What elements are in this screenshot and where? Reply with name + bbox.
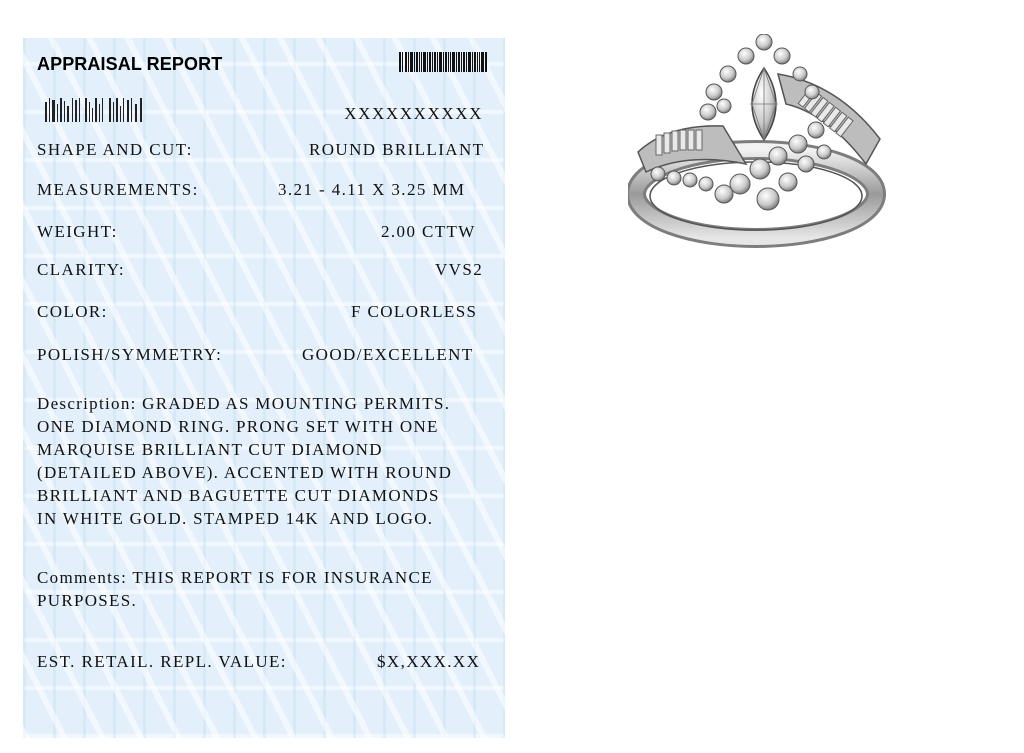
- field-label: MEASUREMENTS:: [37, 180, 199, 199]
- field-row-polish-symmetry: [37, 345, 474, 365]
- description-text: Description: GRADED AS MOUNTING PERMITS. ONE DIAMOND RING. PRONG SET WITH ONE MARQUISE BRILLIANT CUT DIAMOND (DETAILED ABOVE). ACCENTED WITH ROUND BRILLIANT AND BAGUETTE CUT DIAMONDS IN WHITE GOLD. STAMPED 14K AND LOGO.: [37, 394, 453, 528]
- field-value: ROUND BRILLIANT: [309, 140, 485, 159]
- report-title: APPRAISAL REPORT: [37, 54, 223, 74]
- estimated-value-row: [37, 652, 481, 672]
- field-row-shape-cut: [37, 140, 485, 160]
- field-value: F COLORLESS: [351, 302, 478, 321]
- serial-barcode-icon: [45, 98, 143, 124]
- field-row-weight: [37, 222, 476, 242]
- field-value: 3.21 - 4.11 X 3.25 MM: [278, 180, 466, 199]
- barcode-icon: [399, 52, 487, 72]
- diamond-ring-image: [628, 34, 890, 254]
- estimated-value-amount: $X,XXX.XX: [377, 652, 481, 671]
- field-value: GOOD/EXCELLENT: [302, 345, 474, 364]
- field-label: CLARITY:: [37, 260, 126, 279]
- field-label: POLISH/SYMMETRY:: [37, 345, 223, 364]
- report-number: XXXXXXXXXX: [344, 104, 483, 123]
- field-label: COLOR:: [37, 302, 108, 321]
- field-value: VVS2: [435, 260, 484, 279]
- field-value: 2.00 CTTW: [381, 222, 476, 241]
- field-row-color: [37, 302, 478, 322]
- comments-text: Comments: THIS REPORT IS FOR INSURANCE PURPOSES.: [37, 568, 433, 610]
- field-label: WEIGHT:: [37, 222, 118, 241]
- field-row-measurements: [37, 180, 466, 200]
- field-label: SHAPE AND CUT:: [37, 140, 193, 159]
- field-row-clarity: [37, 260, 484, 280]
- appraisal-report: [23, 38, 505, 738]
- estimated-value-label: EST. RETAIL. REPL. VALUE:: [37, 652, 287, 671]
